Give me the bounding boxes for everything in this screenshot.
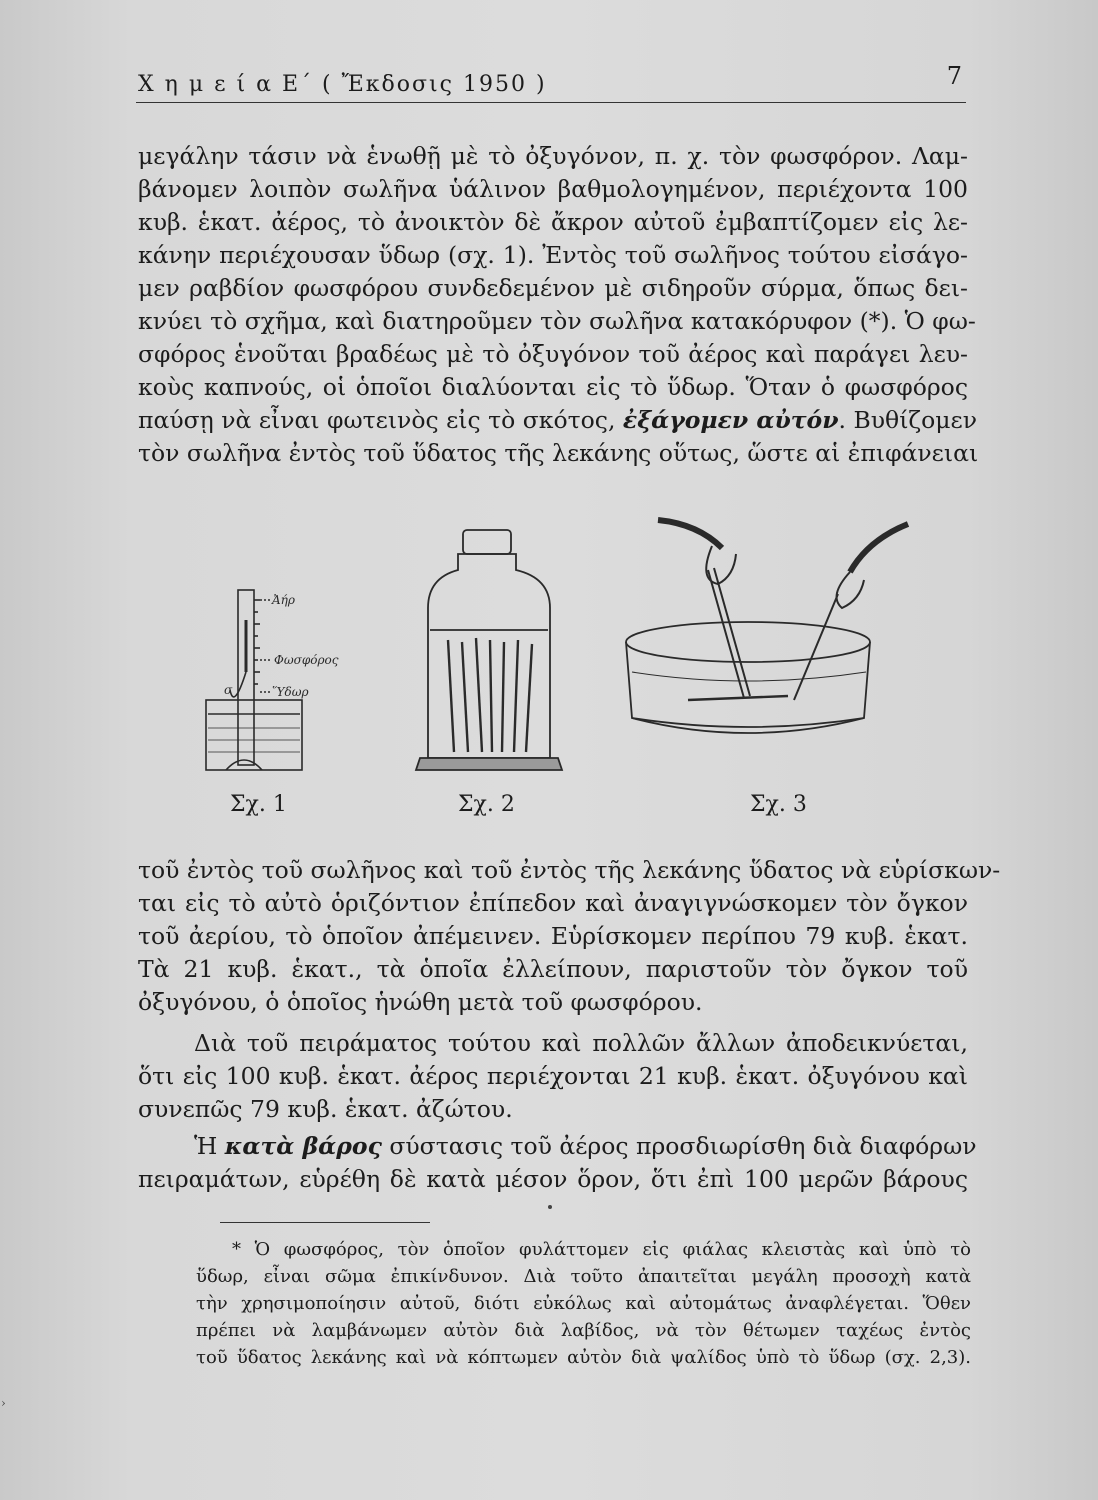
text-line xyxy=(138,1130,977,1163)
text-segment: σύστασις τοῦ ἀέρος προσδιωρίσθη διὰ διαφόρων xyxy=(381,1132,977,1160)
figure-2-jar xyxy=(416,530,562,770)
emphasis-text: ἐξάγομεν αὐτόν xyxy=(622,406,839,434)
footnote-line: τὴν χρησιμοποίησιν αὐτοῦ, διότι εὐκόλως καὶ αὐτομάτως ἀναφλέγεται. Ὅθεν xyxy=(196,1293,971,1314)
text-line: μεγάλην τάσιν νὰ ἑνωθῇ μὲ τὸ ὀξυγόνον, π. χ. τὸν φωσφόρον. Λαμ- xyxy=(138,142,968,170)
footnote-line: τοῦ ὕδατος λεκάνης καὶ νὰ κόπτωμεν αὐτὸν διὰ ψαλίδος ὑπὸ τὸ ὕδωρ (σχ. 2,3). xyxy=(196,1347,971,1368)
label-water: Ὕδωρ xyxy=(272,685,309,699)
footnote-line: ὕδωρ, εἶναι σῶμα ἐπικίνδυνον. Διὰ τοῦτο ἀπαιτεῖται μεγάλη προσοχὴ κατὰ xyxy=(196,1266,971,1287)
page-edge-mark: › xyxy=(1,1396,6,1410)
paragraph-top xyxy=(138,140,979,470)
page-number: 7 xyxy=(946,62,962,90)
footnote xyxy=(196,1236,971,1371)
text-line: βάνομεν λοιπὸν σωλῆνα ὑάλινον βαθμολογημένον, περιέχοντα 100 xyxy=(138,175,968,203)
text-line: συνεπῶς 79 κυβ. ἑκατ. ἀζώτου. xyxy=(138,1095,513,1123)
label-air: Ἀήρ xyxy=(272,593,295,607)
print-speck xyxy=(548,1205,552,1209)
text-line: τοῦ ἀερίου, τὸ ὁποῖον ἀπέμεινεν. Εὑρίσκομεν περίπου 79 κυβ. ἑκατ. xyxy=(138,922,968,950)
text-segment: . Βυθίζομεν xyxy=(838,406,978,434)
text-line xyxy=(138,404,978,437)
caption-figure-2: Σχ. 2 xyxy=(458,792,515,817)
text-segment: παύσῃ νὰ εἶναι φωτεινὸς εἰς τὸ σκότος, xyxy=(138,406,616,434)
label-sigma: σ xyxy=(224,683,233,697)
figure-1-eudiometer xyxy=(206,590,302,770)
text-line: Διὰ τοῦ πειράματος τούτου καὶ πολλῶν ἄλλων ἀποδεικνύεται, xyxy=(194,1029,968,1057)
text-line: κάνην περιέχουσαν ὕδωρ (σχ. 1). Ἐντὸς τοῦ σωλῆνος τούτου εἰσάγο- xyxy=(138,241,968,269)
figures-row xyxy=(138,500,968,830)
text-line: ται εἰς τὸ αὐτὸ ὁριζόντιον ἐπίπεδον καὶ ἀναγιγνώσκομεν τὸν ὄγκον xyxy=(138,889,968,917)
paragraph-bottom-1 xyxy=(138,854,1001,1019)
text-segment: Ἡ xyxy=(194,1132,225,1160)
text-line: κοὺς καπνούς, οἱ ὁποῖοι διαλύονται εἰς τὸ ὕδωρ. Ὅταν ὁ φωσφόρος xyxy=(138,373,968,401)
text-line: τοῦ ἐντὸς τοῦ σωλῆνος καὶ τοῦ ἐντὸς τῆς λεκάνης ὕδατος νὰ εὑρίσκων- xyxy=(138,856,1001,884)
footnote-divider xyxy=(220,1222,430,1223)
figure-3-basin xyxy=(626,520,908,733)
text-line: κυβ. ἑκατ. ἀέρος, τὸ ἀνοικτὸν δὲ ἄκρον αὐτοῦ ἐμβαπτίζομεν εἰς λε- xyxy=(138,208,968,236)
footnote-line: * Ὁ φωσφόρος, τὸν ὁποῖον φυλάττομεν εἰς φιάλας κλειστὰς καὶ ὑπὸ τὸ xyxy=(232,1239,971,1260)
text-line: πειραμάτων, εὑρέθη δὲ κατὰ μέσον ὅρον, ὅτι ἐπὶ 100 μερῶν βάρους xyxy=(138,1165,968,1193)
figures-illustration xyxy=(138,500,968,830)
caption-figure-3: Σχ. 3 xyxy=(750,792,807,817)
text-line: κνύει τὸ σχῆμα, καὶ διατηροῦμεν τὸν σωλῆνα κατακόρυφον (*). Ὁ φω- xyxy=(138,307,976,335)
text-line: σφόρος ἑνοῦται βραδέως μὲ τὸ ὀξυγόνον τοῦ ἀέρος καὶ παράγει λευ- xyxy=(138,340,968,368)
running-title: Χ η μ ε ί α Ε΄ ( Ἔκδοσις 1950 ) xyxy=(138,72,547,97)
paragraph-bottom-2 xyxy=(138,1027,968,1126)
text-line: ὅτι εἰς 100 κυβ. ἑκατ. ἀέρος περιέχονται 21 κυβ. ἑκατ. ὀξυγόνου καὶ xyxy=(138,1062,968,1090)
page-header xyxy=(136,62,966,103)
label-phosphorus: Φωσφόρος xyxy=(274,653,339,667)
text-line: μεν ραβδίον φωσφόρου συνδεδεμένον μὲ σιδηροῦν σύρμα, ὅπως δει- xyxy=(138,274,968,302)
emphasis-text: κατὰ βάρος xyxy=(224,1132,382,1160)
footnote-line: πρέπει νὰ λαμβάνωμεν αὐτὸν διὰ λαβίδος, νὰ τὸν θέτωμεν ταχέως ἐντὸς xyxy=(196,1320,971,1341)
text-line: τὸν σωλῆνα ἐντὸς τοῦ ὕδατος τῆς λεκάνης οὕτως, ὥστε αἱ ἐπιφάνειαι xyxy=(138,439,979,467)
text-line: ὀξυγόνου, ὁ ὁποῖος ἡνώθη μετὰ τοῦ φωσφόρου. xyxy=(138,988,703,1016)
text-line: Τὰ 21 κυβ. ἑκατ., τὰ ὁποῖα ἐλλείπουν, παριστοῦν τὸν ὄγκον τοῦ xyxy=(138,955,968,983)
caption-figure-1: Σχ. 1 xyxy=(230,792,287,817)
paragraph-bottom-3 xyxy=(138,1130,977,1196)
